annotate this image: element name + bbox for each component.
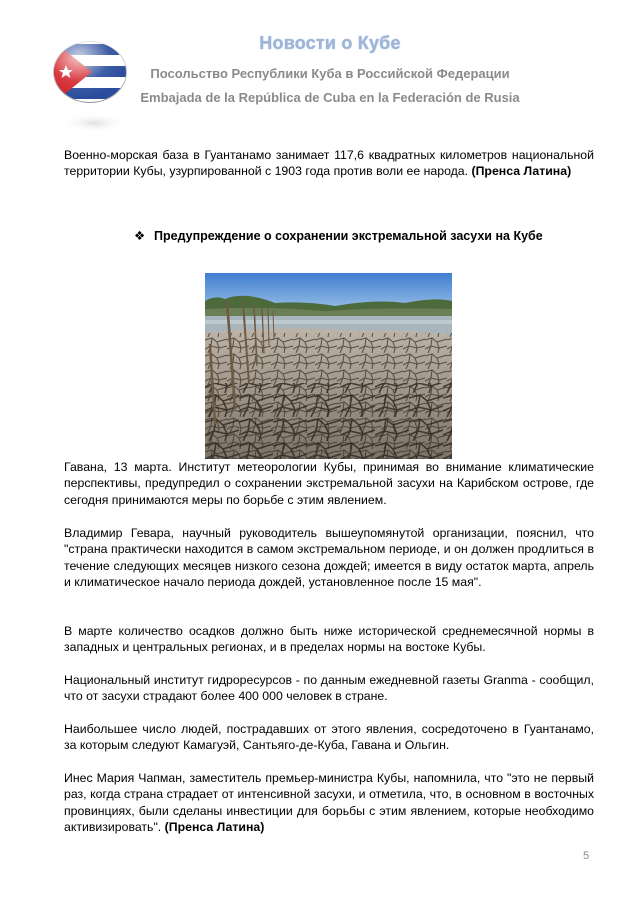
newsletter-title: Новости о Кубе <box>259 33 401 53</box>
article-paragraph-5: Наибольшее число людей, пострадавших от этого явления, сосредоточено в Гуантанамо, за которым следуют Камагуэй, Сантьяго-де-Куба, Гавана и Ольгин. <box>64 722 594 753</box>
intro-paragraph <box>64 147 594 180</box>
embassy-name-russian: Посольство Республики Куба в Российской Федерации <box>150 66 510 81</box>
article-paragraph-1: Гавана, 13 марта. Институт метеорологии Кубы, принимая во внимание климатические перспективы, предупредил о сохранении экстремальной засухи на Карибском острове, где сегодня принимаются меры по борьбе с этим явлением. <box>64 460 594 507</box>
cuba-flag-globe-icon <box>52 40 128 104</box>
article-source: (Пренса Латина) <box>164 820 265 835</box>
diamond-bullet-icon: ❖ <box>134 229 146 243</box>
article-paragraph-3: В марте количество осадков должно быть ниже исторической среднемесячной нормы в западных и центральных регионах, и в пределах нормы на востоке Кубы. <box>64 624 594 655</box>
article-paragraph-6 <box>64 770 594 836</box>
page-number: 5 <box>583 850 590 862</box>
drought-cracked-earth-photo <box>205 273 452 459</box>
article-paragraph-4: Национальный институт гидроресурсов - по данным ежедневной газеты Granma - сообщил, что от засухи страдают более 400 000 человек в стране. <box>64 673 594 704</box>
article-headline-text: Предупреждение о сохранении экстремальной засухи на Кубе <box>154 229 543 243</box>
logo-reflection <box>58 112 130 134</box>
intro-source: (Пренса Латина) <box>471 164 572 179</box>
article-paragraph-2: Владимир Гевара, научный руководитель вышеупомянутой организации, пояснил, что "страна практически находится в самом экстремальном периоде, и он должен продлиться в течение следующих месяцев низкого сезона дождей; имеется в виду остаток марта, апрель и климатическое начало периода дождей, установленное после 15 мая". <box>64 526 594 590</box>
article-last-paragraph-text: Инес Мария Чапман, заместитель премьер-министра Кубы, напомнила, что "это не первый раз, когда страна страдает от интенсивной засухи, и отметила, что, в основном в восточных провинциях, были сделаны инвестиции для борьбы с этим явлением, которые необходимо активизировать". <box>64 771 594 835</box>
intro-text: Военно-морская база в Гуантанамо занимает 117,6 квадратных километров национальной территории Кубы, узурпированной с 1903 года против воли ее народа. <box>64 148 594 179</box>
article-headline <box>134 228 543 243</box>
embassy-name-spanish: Embajada de la República de Cuba en la Federación de Rusia <box>140 90 520 105</box>
